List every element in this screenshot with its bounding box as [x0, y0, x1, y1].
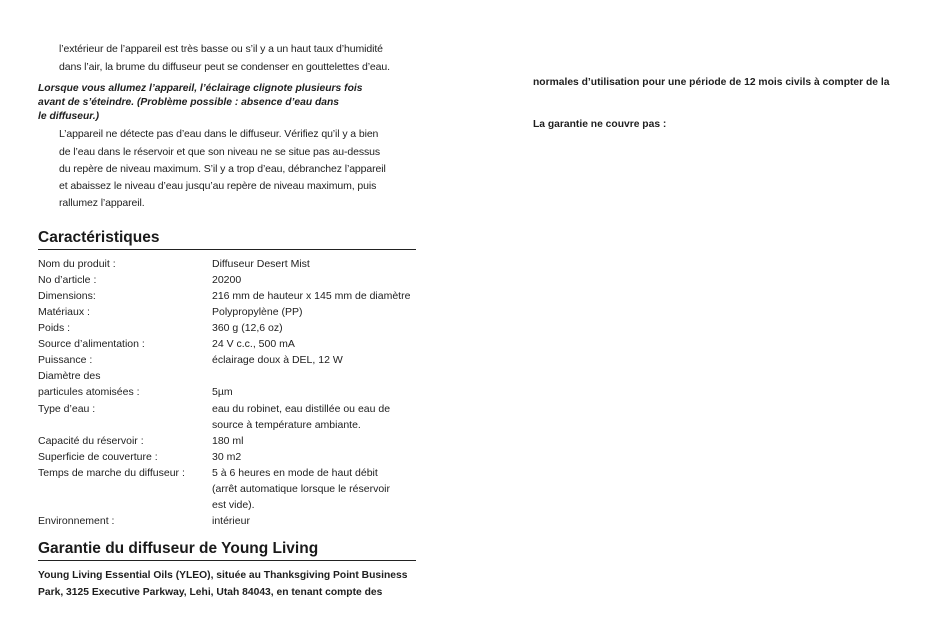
spec-label: Source d’alimentation :: [38, 338, 145, 350]
specs-heading-rule: [38, 249, 416, 250]
spec-value: 24 V c.c., 500 mA: [212, 338, 295, 350]
spec-label: Puissance :: [38, 354, 93, 366]
problem-question-line-2: avant de s’éteindre. (Problème possible : absence d’eau dans: [38, 97, 339, 108]
problem-question-line-3: le diffuseur.): [38, 111, 100, 122]
warranty-heading-rule: [38, 560, 416, 561]
spec-value: 30 m2: [212, 451, 242, 463]
spec-value: 20200: [212, 274, 242, 286]
spec-value: 360 g (12,6 oz): [212, 322, 283, 334]
spec-value: 180 ml: [212, 435, 244, 447]
spec-value: 5 à 6 heures en mode de haut débit: [212, 467, 378, 479]
spec-value: eau du robinet, eau distillée ou eau de: [212, 403, 391, 415]
problem-answer-line-3: du repère de niveau maximum. S’il y a trop d’eau, débranchez l’appareil: [59, 163, 386, 175]
spec-label: particules atomisées :: [38, 386, 140, 398]
problem-question-line-1: Lorsque vous allumez l’appareil, l’éclairage clignote plusieurs fois: [38, 83, 363, 94]
spec-value: Diffuseur Desert Mist: [212, 258, 310, 270]
specs-heading: Caractéristiques: [38, 229, 160, 246]
spec-label: Capacité du réservoir :: [38, 435, 144, 447]
problem-answer-line-1: L’appareil ne détecte pas d’eau dans le diffuseur. Vérifiez qu’il y a bien: [59, 128, 379, 140]
spec-label: Nom du produit :: [38, 258, 116, 270]
spec-label: Diamètre des: [38, 370, 101, 382]
spec-label: Type d’eau :: [38, 403, 96, 415]
condensation-line-2: dans l’air, la brume du diffuseur peut se condenser en gouttelettes d’eau.: [59, 61, 390, 73]
spec-label: No d’article :: [38, 274, 97, 286]
spec-label: Temps de marche du diffuseur :: [38, 467, 185, 479]
spec-label: Environnement :: [38, 515, 115, 527]
spec-value: 5µm: [212, 386, 233, 398]
problem-answer-line-4: et abaissez le niveau d’eau jusqu’au repère de niveau maximum, puis: [59, 180, 377, 192]
spec-value: éclairage doux à DEL, 12 W: [212, 354, 343, 366]
not-covered-heading: La garantie ne couvre pas :: [533, 119, 667, 130]
spec-label: Matériaux :: [38, 306, 90, 318]
warranty-line-1: Young Living Essential Oils (YLEO), située au Thanksgiving Point Business: [38, 570, 408, 581]
spec-value: intérieur: [212, 515, 250, 527]
spec-value: source à température ambiante.: [212, 419, 361, 431]
spec-label: Superficie de couverture :: [38, 451, 158, 463]
spec-label: Poids :: [38, 322, 71, 334]
spec-value: est vide).: [212, 499, 255, 511]
problem-answer-line-2: de l’eau dans le réservoir et que son niveau ne se situe pas au-dessus: [59, 146, 381, 158]
spec-value: 216 mm de hauteur x 145 mm de diamètre: [212, 290, 411, 302]
spec-label: Dimensions:: [38, 290, 96, 302]
warranty-continuation: normales d’utilisation pour une période de 12 mois civils à compter de la: [533, 77, 890, 88]
warranty-heading: Garantie du diffuseur de Young Living: [38, 540, 319, 557]
problem-answer-line-5: rallumez l’appareil.: [59, 197, 145, 209]
spec-value: (arrêt automatique lorsque le réservoir: [212, 483, 390, 495]
condensation-line-1: l’extérieur de l’appareil est très basse ou s’il y a un haut taux d’humidité: [59, 43, 383, 55]
warranty-line-2: Park, 3125 Executive Parkway, Lehi, Utah 84043, en tenant compte des: [38, 587, 383, 598]
spec-value: Polypropylène (PP): [212, 306, 303, 318]
